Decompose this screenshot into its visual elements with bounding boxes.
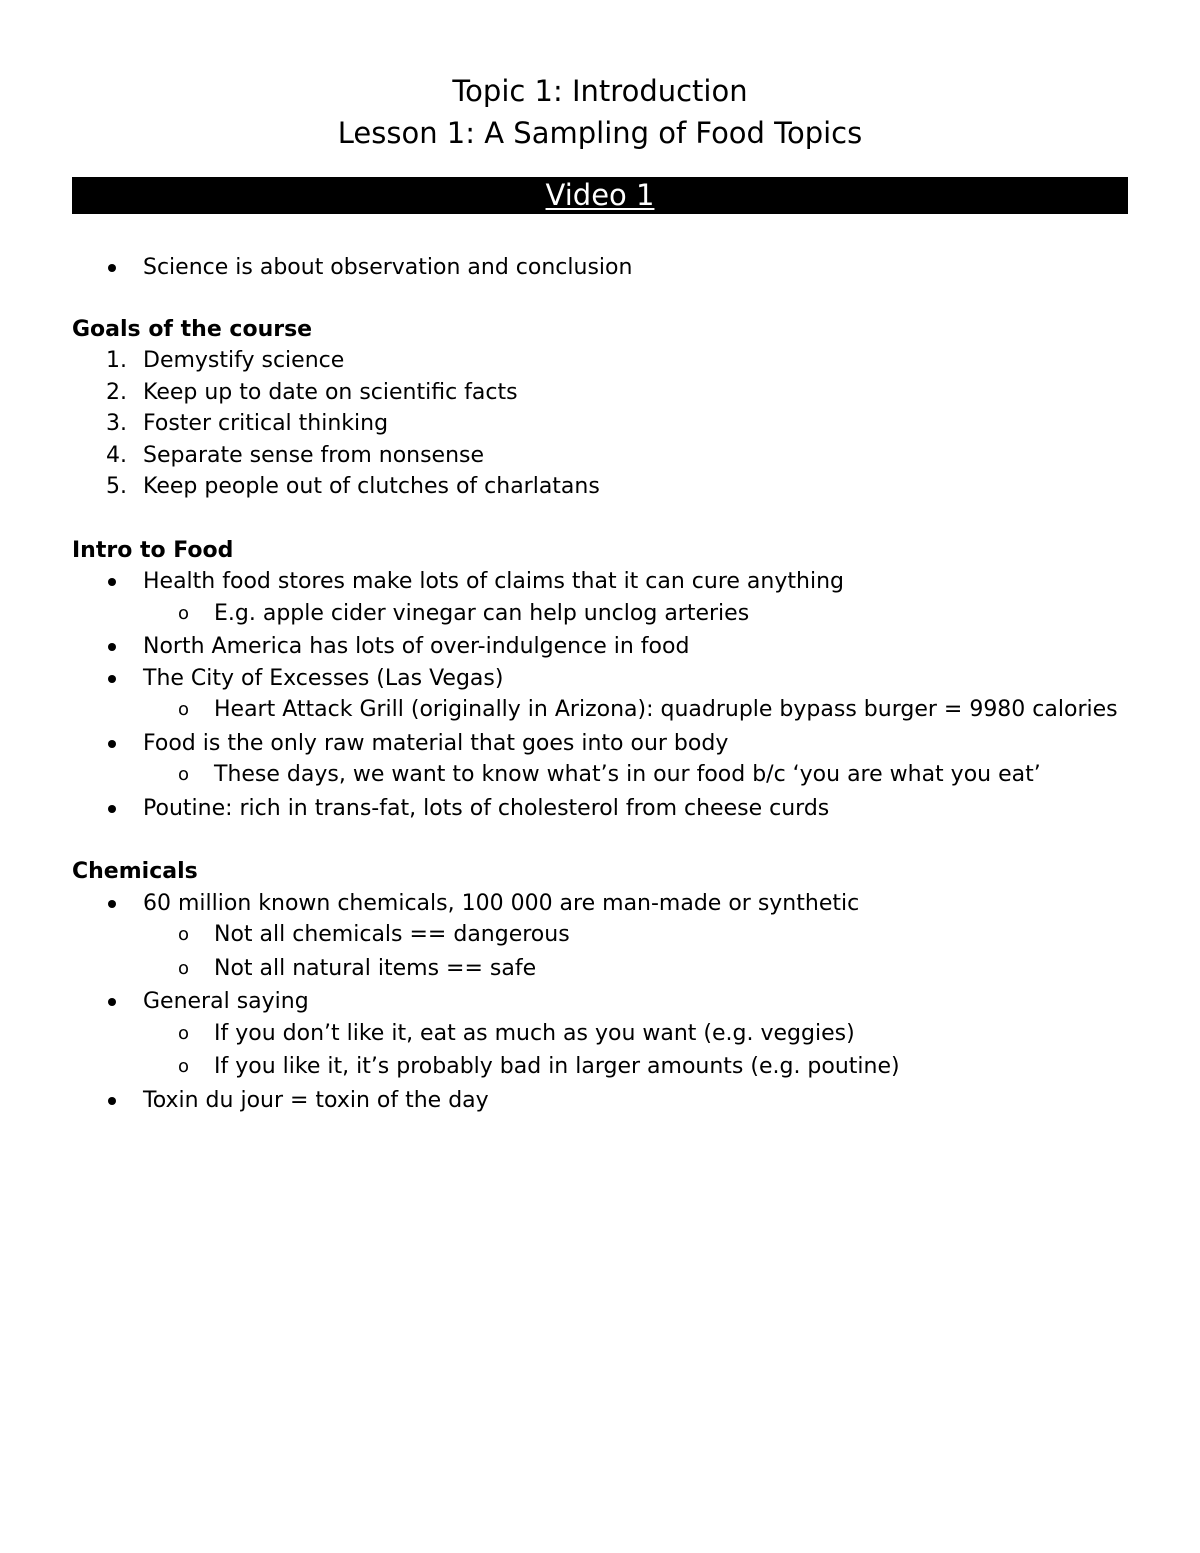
list-item: North America has lots of over-indulgence in food <box>143 634 690 659</box>
notes-content <box>72 214 1128 1116</box>
lesson-title: Lesson 1: A Sampling of Food Topics <box>337 116 863 150</box>
list-item: Poutine: rich in trans-fat, lots of cholesterol from cheese curds <box>143 795 830 821</box>
sub-list-item: o If you don’t like it, eat as much as you want (e.g. veggies) <box>72 1018 1128 1050</box>
intro-bullet-list <box>72 252 1128 284</box>
intro-food-heading: Intro to Food <box>72 537 234 563</box>
sub-list-item: o These days, we want to know what’s in our food b/c ‘you are what you eat’ <box>72 759 1128 791</box>
sub-list-item: o E.g. apple cider vinegar can help unclog arteries <box>72 598 1128 630</box>
chemicals-heading: Chemicals <box>72 859 198 884</box>
sub-bullet-icon: o <box>178 1022 190 1044</box>
sub-bullet-icon: o <box>178 764 190 785</box>
sub-list-item: o Not all chemicals == dangerous <box>72 919 1128 951</box>
list-item: Health food stores make lots of claims that it can cure anything <box>143 569 844 594</box>
list-item: 5. Keep people out of clutches of charlatans <box>106 474 600 499</box>
video-label: Video 1 <box>545 178 655 212</box>
topic-title: Topic 1: Introduction <box>452 74 748 108</box>
sub-bullet-icon: o <box>178 924 190 945</box>
list-item: 1. Demystify science <box>106 348 345 373</box>
sub-list-item: o Not all natural items == safe <box>72 953 1128 985</box>
list-item: 2. Keep up to date on scientific facts <box>106 379 518 405</box>
list-item: General saying <box>143 989 309 1014</box>
sub-bullet-icon: o <box>178 699 190 720</box>
list-item: The City of Excesses (Las Vegas) <box>143 665 504 691</box>
list-item: 4. Separate sense from nonsense <box>106 442 485 468</box>
list-item: Food is the only raw material that goes into our body <box>143 730 729 756</box>
document-page <box>72 70 1128 1116</box>
sub-list-item: o If you like it, it’s probably bad in larger amounts (e.g. poutine) <box>72 1051 1128 1083</box>
sub-bullet-icon: o <box>178 957 190 979</box>
sub-bullet-icon: o <box>178 602 190 624</box>
video-banner <box>72 177 1128 214</box>
list-item: 3. Foster critical thinking <box>106 411 389 436</box>
goals-heading: Goals of the course <box>72 316 313 342</box>
intro-food-list <box>72 566 1128 824</box>
list-item: Toxin du jour = toxin of the day <box>143 1087 489 1113</box>
chemicals-list <box>72 888 1128 1117</box>
list-item: 60 million known chemicals, 100 000 are man-made or synthetic <box>143 890 860 916</box>
goals-list <box>72 345 1128 503</box>
list-item: Science is about observation and conclusion <box>143 255 633 280</box>
sub-bullet-icon: o <box>178 1056 190 1077</box>
sub-list-item: o Heart Attack Grill (originally in Arizona): quadruple bypass burger = 9980 calories <box>72 694 1128 726</box>
